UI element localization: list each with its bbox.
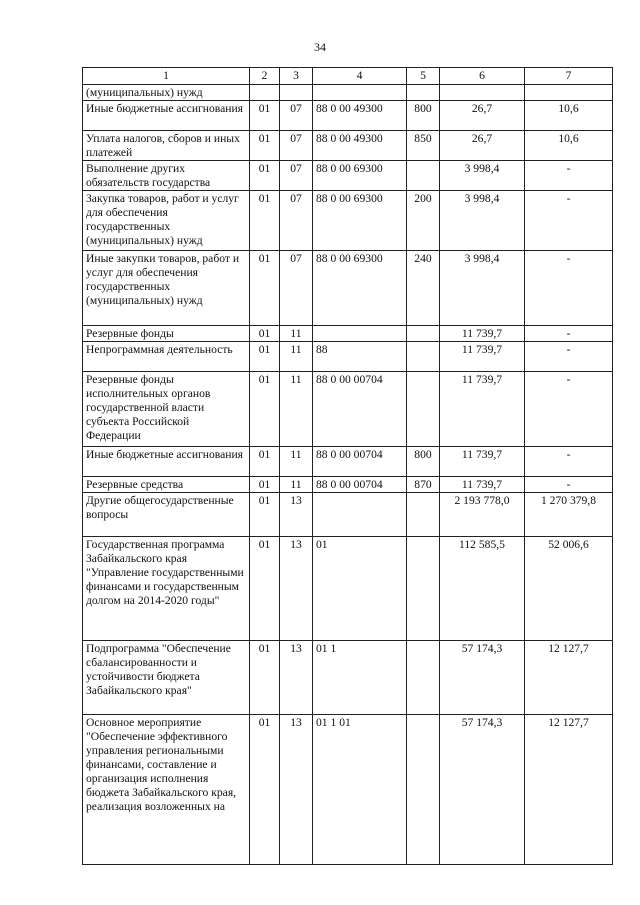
cell-target-item: 88 0 00 69300 [313, 191, 407, 251]
cell-section: 01 [250, 537, 280, 641]
cell-subsection: 07 [280, 161, 313, 191]
cell-section: 01 [250, 372, 280, 447]
cell-amount-2: - [525, 477, 613, 493]
cell-expense-type [407, 641, 440, 715]
cell-amount-1: 11 739,7 [440, 342, 525, 372]
header-cell-5: 5 [407, 68, 440, 85]
table-row [83, 101, 613, 131]
table-row [83, 131, 613, 161]
table-row [83, 641, 613, 715]
cell-section: 01 [250, 715, 280, 865]
cell-target-item: 01 1 [313, 641, 407, 715]
cell-name: Уплата налогов, сборов и иных платежей [83, 131, 250, 161]
cell-expense-type: 800 [407, 101, 440, 131]
cell-section: 01 [250, 131, 280, 161]
cell-expense-type: 850 [407, 131, 440, 161]
cell-amount-1: 3 998,4 [440, 251, 525, 326]
cell-target-item: 88 [313, 342, 407, 372]
cell-amount-2: 12 127,7 [525, 715, 613, 865]
table-row [83, 372, 613, 447]
cell-target-item: 88 0 00 00704 [313, 477, 407, 493]
cell-subsection: 13 [280, 537, 313, 641]
table-header [83, 68, 613, 85]
cell-subsection: 07 [280, 191, 313, 251]
cell-target-item: 01 1 01 [313, 715, 407, 865]
cell-subsection: 11 [280, 477, 313, 493]
cell-subsection: 13 [280, 493, 313, 537]
header-cell-6: 6 [440, 68, 525, 85]
table-row [83, 251, 613, 326]
cell-name: Основное мероприятие "Обеспечение эффективного управления региональными финансами, составление и организация исполнения бюджета Забайкальского края, реализация возложенных на [83, 715, 250, 865]
cell-amount-2: 52 006,6 [525, 537, 613, 641]
cell-amount-2: - [525, 191, 613, 251]
cell-section: 01 [250, 493, 280, 537]
header-cell-3: 3 [280, 68, 313, 85]
header-cell-2: 2 [250, 68, 280, 85]
cell-expense-type [407, 372, 440, 447]
cell-name: Иные бюджетные ассигнования [83, 101, 250, 131]
cell-name: Иные бюджетные ассигнования [83, 447, 250, 477]
cell-amount-2 [525, 85, 613, 101]
cell-target-item: 88 0 00 00704 [313, 372, 407, 447]
header-row [83, 68, 613, 85]
table-body [83, 85, 613, 865]
cell-name: Закупка товаров, работ и услуг для обеспечения государственных (муниципальных) нужд [83, 191, 250, 251]
table-row [83, 447, 613, 477]
cell-name: Иные закупки товаров, работ и услуг для обеспечения государственных (муниципальных) нужд [83, 251, 250, 326]
cell-expense-type: 200 [407, 191, 440, 251]
table-row [83, 493, 613, 537]
cell-target-item [313, 493, 407, 537]
header-cell-7: 7 [525, 68, 613, 85]
cell-amount-1: 11 739,7 [440, 447, 525, 477]
cell-section: 01 [250, 477, 280, 493]
cell-amount-1: 57 174,3 [440, 715, 525, 865]
cell-subsection: 11 [280, 372, 313, 447]
cell-target-item: 01 [313, 537, 407, 641]
cell-amount-2: - [525, 447, 613, 477]
cell-amount-1: 112 585,5 [440, 537, 525, 641]
cell-name: Резервные средства [83, 477, 250, 493]
cell-expense-type [407, 342, 440, 372]
cell-amount-1: 3 998,4 [440, 161, 525, 191]
page-number: 34 [314, 40, 326, 54]
table-row [83, 85, 613, 101]
cell-target-item: 88 0 00 69300 [313, 161, 407, 191]
cell-subsection: 13 [280, 715, 313, 865]
cell-amount-2: 10,6 [525, 131, 613, 161]
cell-amount-1: 57 174,3 [440, 641, 525, 715]
cell-subsection: 07 [280, 131, 313, 161]
cell-subsection: 07 [280, 251, 313, 326]
header-cell-1: 1 [83, 68, 250, 85]
cell-expense-type [407, 715, 440, 865]
table-row [83, 715, 613, 865]
cell-expense-type [407, 85, 440, 101]
cell-section: 01 [250, 101, 280, 131]
cell-section: 01 [250, 342, 280, 372]
cell-amount-1: 3 998,4 [440, 191, 525, 251]
cell-amount-1: 11 739,7 [440, 372, 525, 447]
table-row [83, 191, 613, 251]
cell-section [250, 85, 280, 101]
cell-amount-1: 26,7 [440, 131, 525, 161]
cell-expense-type [407, 493, 440, 537]
table-row [83, 342, 613, 372]
cell-amount-1: 11 739,7 [440, 477, 525, 493]
cell-amount-2: 12 127,7 [525, 641, 613, 715]
cell-target-item: 88 0 00 69300 [313, 251, 407, 326]
budget-table [82, 67, 613, 865]
cell-name: Выполнение других обязательств государства [83, 161, 250, 191]
cell-subsection [280, 85, 313, 101]
cell-name: (муниципальных) нужд [83, 85, 250, 101]
cell-subsection: 13 [280, 641, 313, 715]
cell-amount-1: 2 193 778,0 [440, 493, 525, 537]
cell-target-item [313, 85, 407, 101]
cell-name: Государственная программа Забайкальского края "Управление государственными финансами и государственным долгом на 2014-2020 годы" [83, 537, 250, 641]
cell-amount-1 [440, 85, 525, 101]
cell-target-item [313, 326, 407, 342]
cell-section: 01 [250, 641, 280, 715]
cell-section: 01 [250, 326, 280, 342]
cell-name: Подпрограмма "Обеспечение сбалансированности и устойчивости бюджета Забайкальского края" [83, 641, 250, 715]
cell-expense-type [407, 326, 440, 342]
cell-name: Резервные фонды [83, 326, 250, 342]
table-row [83, 537, 613, 641]
cell-section: 01 [250, 447, 280, 477]
table-row [83, 161, 613, 191]
cell-subsection: 11 [280, 342, 313, 372]
cell-subsection: 11 [280, 326, 313, 342]
table-row [83, 326, 613, 342]
cell-amount-2: - [525, 251, 613, 326]
cell-target-item: 88 0 00 49300 [313, 101, 407, 131]
cell-section: 01 [250, 191, 280, 251]
cell-name: Непрограммная деятельность [83, 342, 250, 372]
cell-section: 01 [250, 161, 280, 191]
cell-target-item: 88 0 00 00704 [313, 447, 407, 477]
cell-expense-type: 240 [407, 251, 440, 326]
cell-amount-2: - [525, 161, 613, 191]
cell-amount-2: 10,6 [525, 101, 613, 131]
cell-amount-1: 26,7 [440, 101, 525, 131]
cell-expense-type [407, 161, 440, 191]
cell-name: Резервные фонды исполнительных органов государственной власти субъекта Российской Федерации [83, 372, 250, 447]
cell-expense-type [407, 537, 440, 641]
header-cell-4: 4 [313, 68, 407, 85]
cell-amount-2: - [525, 372, 613, 447]
cell-target-item: 88 0 00 49300 [313, 131, 407, 161]
cell-expense-type: 870 [407, 477, 440, 493]
cell-name: Другие общегосударственные вопросы [83, 493, 250, 537]
cell-amount-2: - [525, 342, 613, 372]
cell-amount-2: - [525, 326, 613, 342]
table-row [83, 477, 613, 493]
cell-section: 01 [250, 251, 280, 326]
cell-amount-2: 1 270 379,8 [525, 493, 613, 537]
cell-amount-1: 11 739,7 [440, 326, 525, 342]
cell-expense-type: 800 [407, 447, 440, 477]
cell-subsection: 07 [280, 101, 313, 131]
cell-subsection: 11 [280, 447, 313, 477]
